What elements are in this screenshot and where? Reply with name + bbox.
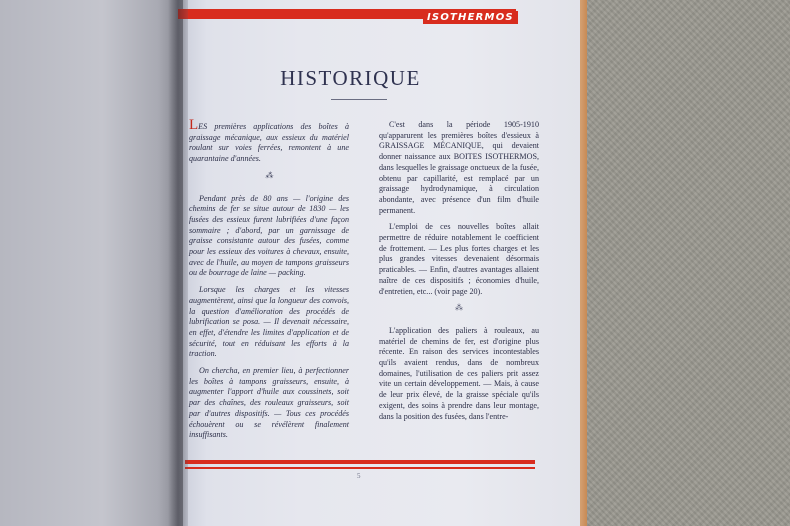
page-number: 5 — [357, 472, 361, 480]
page-title: HISTORIQUE — [280, 66, 421, 90]
footer-red-bar — [185, 460, 535, 464]
felt-background — [585, 0, 790, 526]
paragraph: C'est dans la période 1905-1910 qu'apparurent les premières boîtes d'essieux à GRAISSAGE MÉCANIQUE, qui devaient donner naissance aux BOITES ISOTHERMOS, dans lesquelles le graissage onctueux de la fusée, obtenu par capillarité, est remplacé par un graissage hydrodynamique, à circulation abondante, avec présence d'un film d'huile permanent. — [379, 120, 539, 215]
paragraph: L'emploi de ces nouvelles boîtes allait permettre de réduire notablement le coefficient de frottement. — Les plus fortes charges et les plus grandes vitesses devenaient désormais praticables. — Enfin, d'autres avantages allaient naître de ces dispositifs ; économies d'huile, d'entretien, etc... (voir page 20). — [379, 222, 539, 296]
paragraph: LES premières applications des boîtes à graissage mécanique, aux essieux du matériel roulant sur voies ferrées, remontent à une quarantaine d'années. — [189, 117, 349, 164]
footer-red-line — [185, 467, 535, 469]
paragraph: Pendant près de 80 ans — l'origine des chemins de fer se situe autour de 1830 — les fusées des essieux furent lubrifiées d'une façon sommaire ; d'abord, par un garnissage de graisse consistante autour des fusées, comme pour les essieux des voitures à chevaux, ensuite, avec de l'huile, au moyen de tampons graisseurs ou de bourrage de laine — packing. — [189, 193, 349, 278]
paragraph: L'application des paliers à rouleaux, au matériel de chemins de fer, est d'origine plus récente. En raison des services incontestables qu'ils avaient rendus, dans de nombreux domaines, l'utilisation de ces paliers prit assez vite un certain développement. — Mais, à cause de leur prix élevé, de la graisse spéciale qu'ils exigent, des soins à prendre dans leur montage, dans la position des fusées, dans l'entre- — [379, 325, 539, 421]
ornament: ⁂ — [455, 303, 463, 313]
drop-cap: L — [189, 117, 199, 133]
book-spine-shadow — [168, 0, 188, 526]
brand-label: ISOTHERMOS — [423, 11, 518, 24]
left-column — [189, 117, 349, 447]
title-rule — [331, 99, 387, 100]
paragraph: On chercha, en premier lieu, à perfectionner les boîtes à tampons graisseurs, ensuite, à augmenter l'apport d'huile aux coussinets, soit par des chaînes, des rouleaux graisseurs, soit par d'autres dispositifs. — Tous ces procédés échouèrent ou se révélèrent finalement insuffisants. — [189, 366, 349, 440]
ornament: ⁂ — [265, 170, 273, 180]
right-column — [379, 120, 539, 428]
left-page — [0, 0, 186, 526]
book-page — [183, 0, 580, 526]
paragraph: Lorsque les charges et les vitesses augmentèrent, ainsi que la longueur des convois, la question d'amélioration des procédés de lubrification se posa. — Il devenait nécessaire, en effet, d'étendre les limites d'application et de sécurité, tout en réduisant les efforts à la traction. — [189, 285, 349, 359]
